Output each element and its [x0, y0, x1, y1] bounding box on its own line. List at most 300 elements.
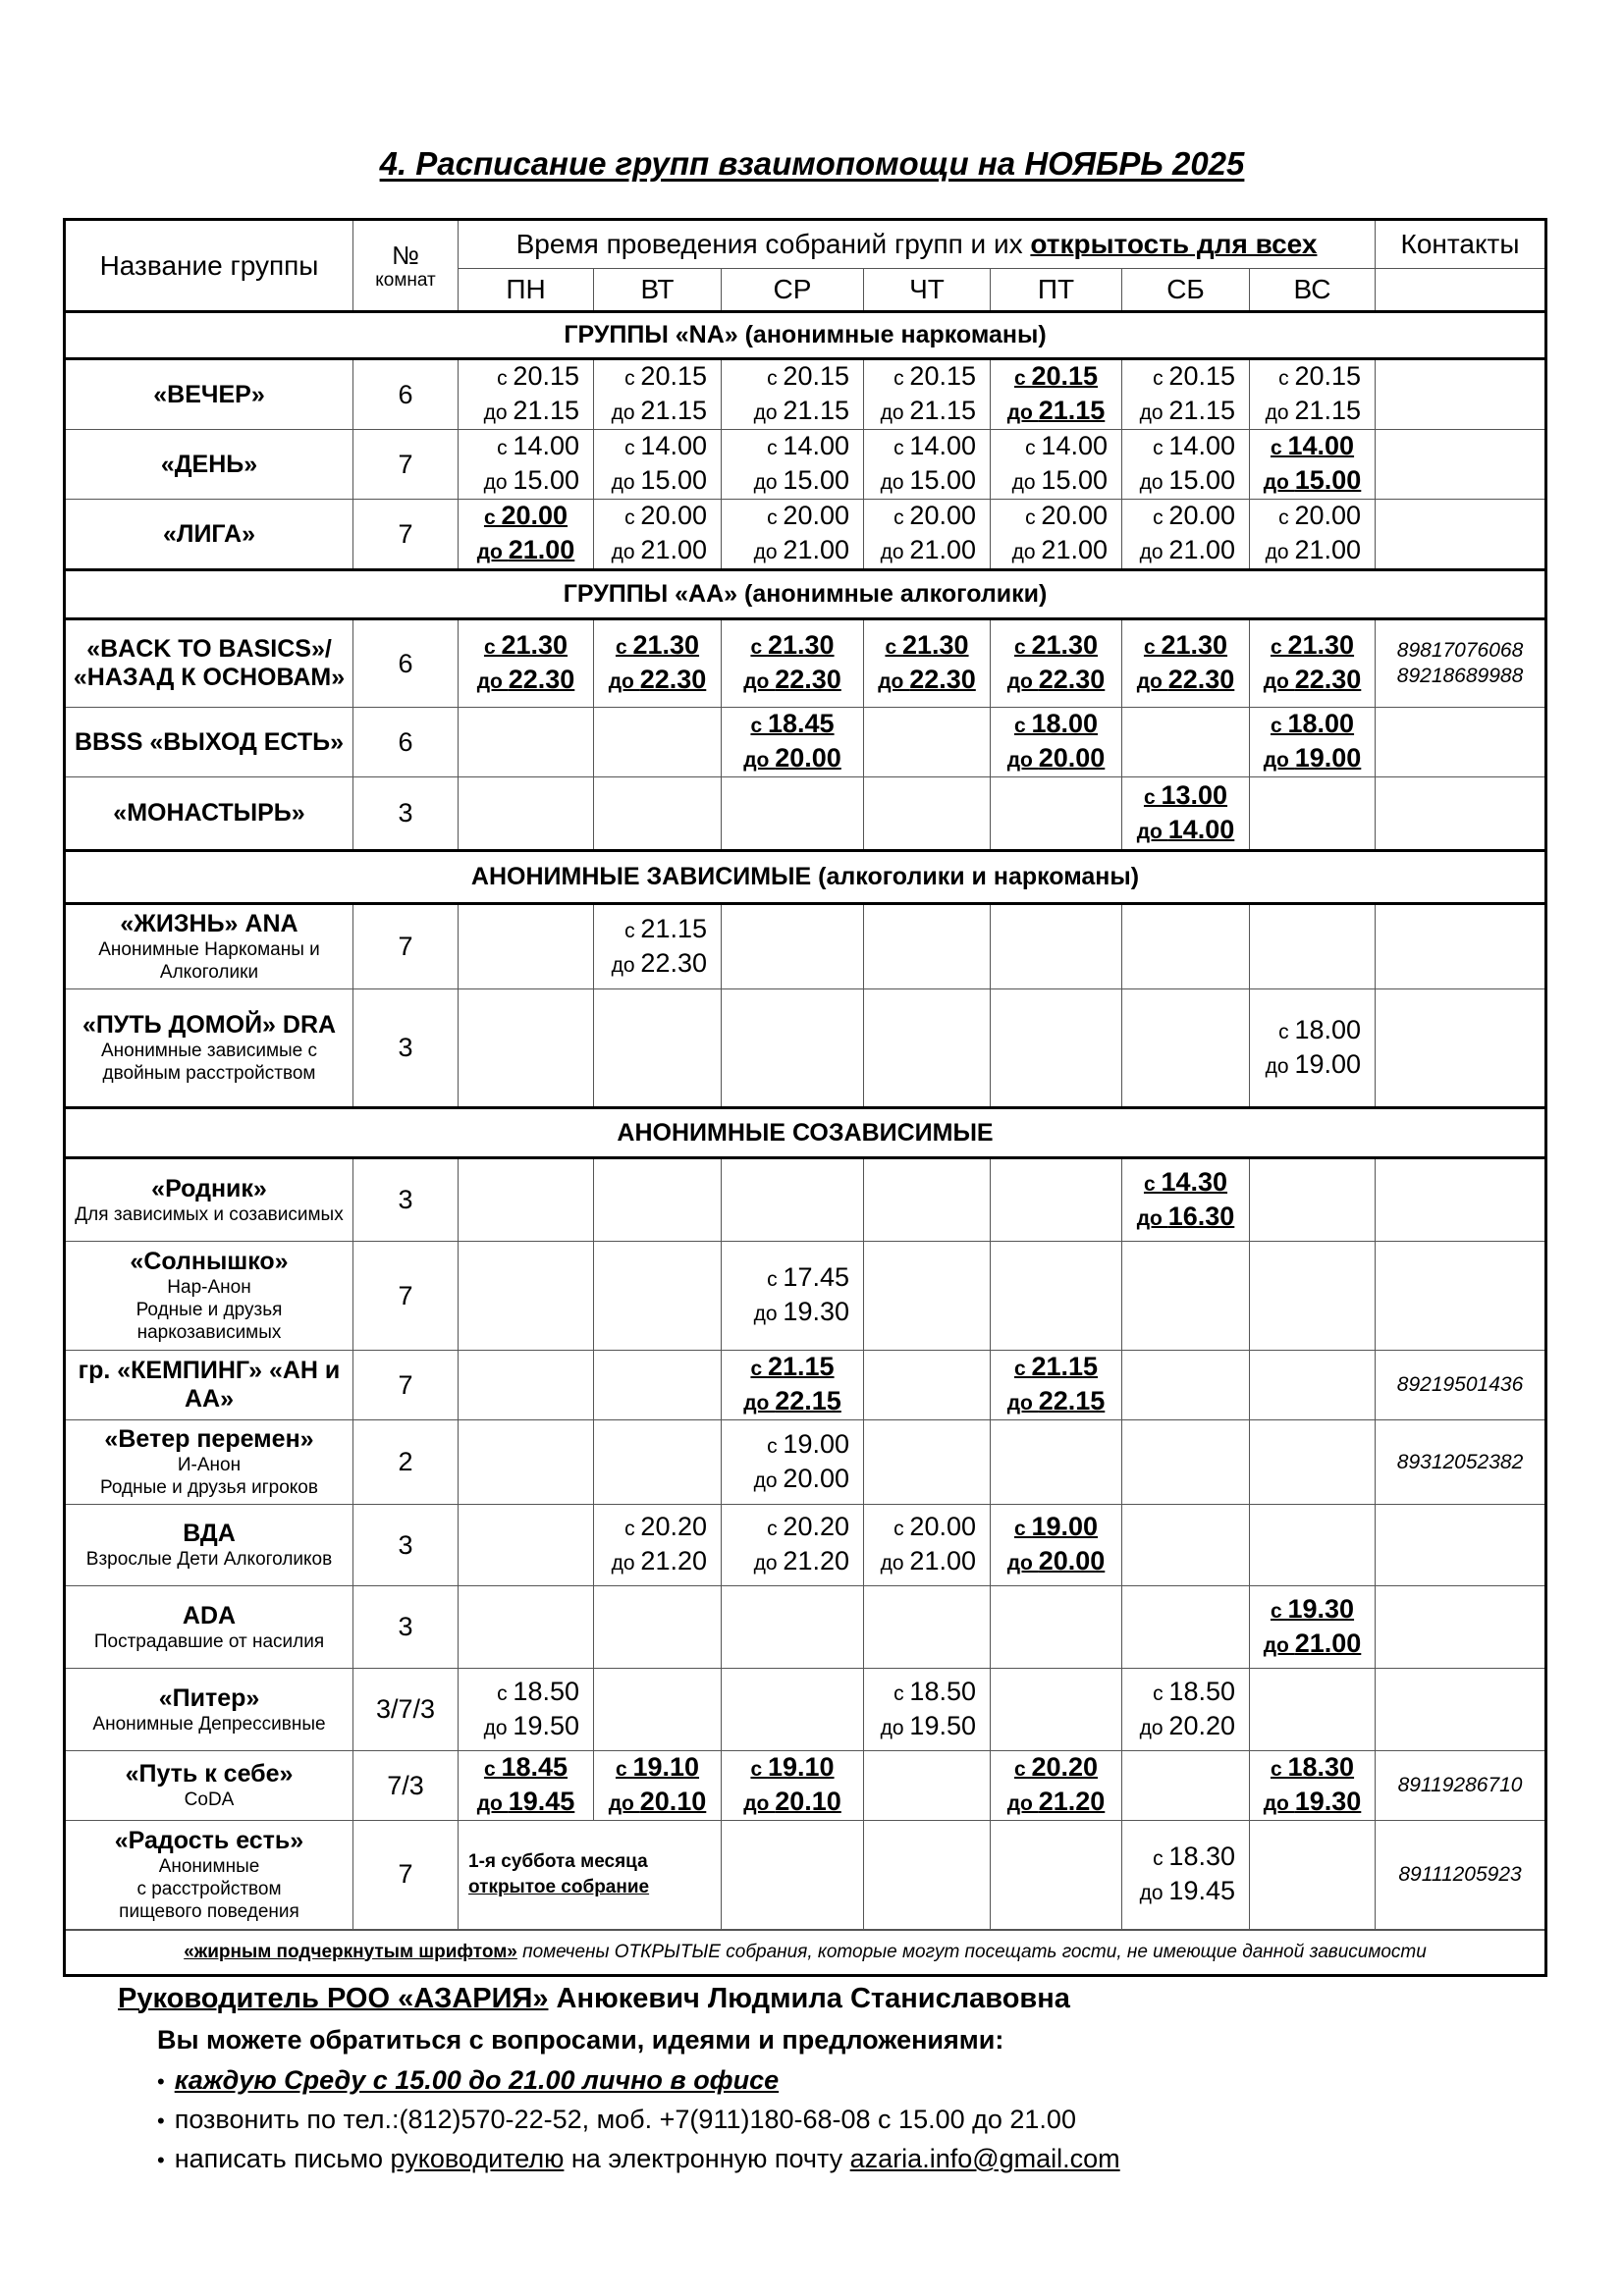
group-description: Анонимные Наркоманы и Алкоголики — [98, 939, 320, 983]
time-prefix: до — [743, 1392, 776, 1415]
time-prefix: с — [1270, 1758, 1288, 1781]
time-prefix: до — [608, 670, 640, 693]
time-to — [459, 534, 593, 568]
meeting-time-cell — [722, 708, 864, 777]
time-prefix: до — [1265, 1054, 1295, 1078]
time-value: 20.00 — [775, 743, 841, 773]
time-prefix: до — [1006, 1792, 1039, 1815]
contact-cell — [1376, 1586, 1546, 1669]
group-name-cell — [65, 777, 353, 851]
group-description: Анонимные — [158, 1855, 260, 1877]
time-value: 21.15 — [1294, 396, 1362, 425]
time-value: 14.00 — [1287, 431, 1355, 460]
meeting-time-cell — [1122, 1158, 1250, 1242]
day-cell — [594, 1586, 722, 1669]
time-prefix: с — [624, 1518, 641, 1540]
day-cell — [991, 1420, 1122, 1505]
table-row — [65, 904, 1546, 989]
table-row — [65, 1158, 1546, 1242]
day-cell — [1250, 1669, 1376, 1751]
time-value: 20.15 — [783, 361, 849, 391]
time-prefix: с — [1153, 367, 1169, 390]
day-cell — [1122, 1242, 1250, 1351]
time-prefix: с — [767, 507, 784, 529]
room-number: 7 — [353, 1351, 459, 1420]
time-value: 21.15 — [513, 396, 579, 425]
group-name: «Солнышко» — [130, 1248, 289, 1275]
time-value: 18.50 — [909, 1676, 976, 1706]
time-prefix: до — [743, 1792, 776, 1815]
time-value: 19.10 — [767, 1752, 835, 1782]
time-value: 22.15 — [775, 1386, 841, 1415]
time-value: 19.50 — [513, 1710, 579, 1740]
day-cell — [594, 1669, 722, 1751]
time-prefix: до — [753, 1468, 784, 1492]
time-from — [722, 1428, 863, 1463]
header-room-label: комнат — [375, 269, 436, 291]
time-to — [722, 534, 863, 568]
time-from — [722, 1751, 863, 1786]
contact-cell — [1376, 777, 1546, 851]
time-to — [594, 947, 721, 982]
meeting-time-cell — [991, 1751, 1122, 1821]
time-value: 21.20 — [783, 1546, 849, 1575]
footer-head — [118, 1983, 1120, 2015]
time-prefix: с — [750, 715, 768, 737]
day-cell — [594, 708, 722, 777]
meeting-time-cell — [1250, 708, 1376, 777]
table-row — [65, 1751, 1546, 1821]
day-cell — [722, 1821, 864, 1930]
time-value: 21.00 — [909, 1546, 976, 1575]
group-name: «МОНАСТЫРЬ» — [113, 799, 305, 827]
time-from — [722, 430, 863, 464]
time-to — [722, 464, 863, 499]
time-prefix: с — [1153, 1682, 1169, 1705]
time-prefix: с — [483, 636, 502, 659]
meeting-time-cell — [594, 619, 722, 708]
day-cell — [991, 1669, 1122, 1751]
time-to — [991, 1786, 1121, 1820]
contact-cell — [1376, 500, 1546, 570]
time-value: 22.30 — [1038, 665, 1106, 694]
time-prefix: до — [483, 1716, 514, 1739]
time-from — [1122, 1166, 1249, 1201]
time-from — [722, 708, 863, 742]
meeting-time-cell — [459, 500, 594, 570]
time-from — [864, 1511, 990, 1545]
time-from — [1122, 360, 1249, 395]
meeting-time-cell — [1250, 500, 1376, 570]
time-prefix: до — [1006, 1552, 1039, 1575]
time-prefix: с — [750, 1358, 768, 1380]
meeting-time-cell — [594, 904, 722, 989]
time-from — [722, 1511, 863, 1545]
time-from — [864, 500, 990, 534]
time-to — [1250, 664, 1375, 698]
day-cell — [594, 1420, 722, 1505]
time-prefix: с — [885, 636, 902, 659]
time-value: 19.30 — [1287, 1593, 1355, 1624]
time-prefix: с — [1270, 636, 1288, 659]
table-row — [65, 989, 1546, 1108]
footer — [118, 1983, 1120, 2179]
footer-head-person: Анюкевич Людмила Станиславовна — [548, 1983, 1070, 2014]
contact-phone[interactable]: 89817076068 89218689988 — [1396, 639, 1524, 687]
time-prefix: с — [1013, 636, 1032, 659]
table-row — [65, 708, 1546, 777]
time-to — [1250, 742, 1375, 776]
time-value: 21.30 — [1161, 630, 1228, 660]
meeting-time-cell — [594, 430, 722, 500]
meeting-time-cell — [594, 1505, 722, 1586]
time-to — [1250, 464, 1375, 499]
time-value: 14.00 — [783, 431, 849, 460]
time-value: 22.30 — [1294, 665, 1362, 694]
meeting-time-cell — [864, 359, 991, 430]
room-number: 3 — [353, 1505, 459, 1586]
time-value: 21.00 — [1168, 535, 1235, 564]
time-from — [459, 360, 593, 395]
time-value: 15.00 — [909, 465, 976, 495]
time-prefix: до — [476, 541, 509, 563]
meeting-time-cell — [594, 359, 722, 430]
day-cell — [594, 989, 722, 1108]
time-prefix: с — [497, 367, 514, 390]
time-to — [991, 395, 1121, 429]
time-prefix: с — [483, 1758, 502, 1781]
time-to — [594, 464, 721, 499]
time-to — [864, 1545, 990, 1579]
header-group-name: Название группы — [65, 220, 353, 312]
time-value: 15.00 — [513, 465, 579, 495]
time-prefix: с — [893, 507, 910, 529]
time-to — [722, 664, 863, 698]
time-prefix: с — [1025, 437, 1042, 459]
table-row — [65, 1420, 1546, 1505]
room-number: 7 — [353, 430, 459, 500]
time-to — [1122, 534, 1249, 568]
time-value: 20.00 — [640, 501, 707, 530]
time-prefix: до — [611, 401, 641, 424]
time-to — [722, 742, 863, 776]
table-row — [65, 619, 1546, 708]
contact-phone[interactable]: 89119286710 — [1397, 1774, 1523, 1796]
time-prefix: до — [1011, 471, 1042, 494]
time-value: 20.00 — [1294, 501, 1362, 530]
day-cell — [459, 1586, 594, 1669]
time-prefix: до — [1139, 1881, 1169, 1904]
time-from — [722, 360, 863, 395]
group-name: «ПУТЬ ДОМОЙ» DRA — [81, 1011, 337, 1039]
time-prefix: с — [624, 919, 641, 942]
time-value: 18.30 — [1287, 1752, 1355, 1782]
time-from — [594, 629, 721, 664]
day-cell — [459, 1420, 594, 1505]
room-number: 6 — [353, 619, 459, 708]
time-value: 20.00 — [909, 501, 976, 530]
time-value: 19.50 — [909, 1710, 976, 1740]
time-to — [1122, 814, 1249, 848]
time-prefix: с — [1143, 785, 1162, 809]
time-from — [722, 1261, 863, 1296]
time-to — [1250, 1786, 1375, 1820]
time-value: 21.15 — [909, 396, 976, 425]
section-title: АНОНИМНЫЕ СОЗАВИСИМЫЕ — [65, 1108, 1546, 1158]
time-prefix: с — [893, 367, 910, 390]
time-value: 20.15 — [1031, 361, 1099, 391]
meeting-time-cell — [459, 619, 594, 708]
day-cell — [1122, 1751, 1250, 1821]
time-value: 21.30 — [767, 630, 835, 660]
contact-cell — [1376, 708, 1546, 777]
time-from — [1122, 1841, 1249, 1875]
header-day: ПТ — [991, 269, 1122, 312]
time-prefix: до — [483, 401, 514, 424]
time-prefix: до — [743, 670, 776, 693]
day-cell — [864, 1586, 991, 1669]
time-to — [1122, 1201, 1249, 1235]
time-value: 21.30 — [901, 630, 969, 660]
meeting-time-cell — [1250, 430, 1376, 500]
room-number: 3/7/3 — [353, 1669, 459, 1751]
time-from — [459, 500, 593, 534]
time-to — [594, 395, 721, 429]
group-name-cell — [65, 1821, 353, 1930]
time-value: 19.00 — [1294, 1048, 1362, 1079]
contact-phone[interactable]: 89111205923 — [1398, 1862, 1522, 1886]
time-value: 14.00 — [1167, 814, 1235, 844]
time-from — [594, 1751, 721, 1786]
contact-cell — [1376, 1821, 1546, 1930]
group-description: Родные и друзья игроков — [100, 1477, 318, 1498]
time-to — [991, 664, 1121, 698]
contact-cell — [1376, 1351, 1546, 1420]
time-to — [1122, 664, 1249, 698]
group-name: «Радость есть» — [114, 1826, 304, 1854]
time-value: 21.00 — [909, 535, 976, 564]
day-cell — [1250, 1420, 1376, 1505]
day-cell — [722, 1586, 864, 1669]
header-room — [353, 220, 459, 312]
header-room-number: № — [392, 240, 419, 270]
time-value: 20.00 — [783, 501, 849, 530]
time-to — [722, 1463, 863, 1497]
contact-phone[interactable]: 89219501436 — [1396, 1373, 1524, 1396]
time-from — [991, 708, 1121, 742]
time-value: 18.45 — [767, 709, 835, 738]
time-value: 21.30 — [632, 630, 700, 660]
day-cell — [459, 1158, 594, 1242]
group-description: Для зависимых и созависимых — [75, 1203, 344, 1225]
time-from — [1250, 1593, 1375, 1628]
time-prefix: до — [1263, 1633, 1295, 1657]
time-prefix: с — [893, 437, 910, 459]
time-to — [459, 464, 593, 499]
time-value: 18.00 — [1294, 1014, 1362, 1044]
time-value: 20.00 — [1168, 501, 1235, 530]
section-title: ГРУППЫ «АА» (анонимные алкоголики) — [65, 570, 1546, 619]
time-prefix: с — [497, 437, 514, 459]
meeting-time-cell — [594, 500, 722, 570]
day-cell — [722, 989, 864, 1108]
time-prefix: с — [1013, 367, 1032, 390]
time-to — [1250, 1628, 1375, 1662]
header-day: СР — [722, 269, 864, 312]
contact-phone[interactable]: 89312052382 — [1396, 1450, 1524, 1473]
time-prefix: с — [893, 1682, 910, 1705]
manager-link[interactable]: руководителю — [390, 2144, 565, 2173]
time-from — [594, 360, 721, 395]
contact-cell — [1376, 1505, 1546, 1586]
day-cell — [864, 989, 991, 1108]
time-from — [594, 1511, 721, 1545]
time-prefix: до — [1265, 401, 1295, 424]
footer-item-phone: • позвонить по тел.:(812)570-22-52, моб. +7(911)180-68-08 с 15.00 до 21.00 — [157, 2101, 1120, 2140]
group-name-cell — [65, 619, 353, 708]
legend-note-text: помечены ОТКРЫТЫЕ собрания, которые могут посещать гости, не имеющие данной зависимости — [516, 1941, 1427, 1962]
meeting-time-cell — [864, 619, 991, 708]
legend-note-bold: «жирным подчеркнутым шрифтом» — [184, 1941, 517, 1962]
time-prefix: с — [750, 636, 768, 659]
group-description: Анонимные Депрессивные — [92, 1713, 326, 1735]
schedule-table — [63, 218, 1547, 1977]
table-row — [65, 1821, 1546, 1930]
time-value: 21.15 — [1168, 396, 1235, 425]
day-cell — [1250, 904, 1376, 989]
contact-cell — [1376, 1158, 1546, 1242]
room-number: 3 — [353, 989, 459, 1108]
time-value: 18.50 — [513, 1676, 579, 1706]
time-value: 21.30 — [1287, 630, 1355, 660]
header-day: ВТ — [594, 269, 722, 312]
time-prefix: до — [1139, 541, 1169, 563]
email-link[interactable]: azaria.info@gmail.com — [849, 2144, 1120, 2173]
time-prefix: с — [750, 1758, 768, 1781]
group-description: Взрослые Дети Алкоголиков — [85, 1549, 333, 1570]
time-from — [722, 500, 863, 534]
time-value: 19.30 — [1294, 1787, 1362, 1816]
time-value: 20.15 — [909, 361, 976, 391]
meeting-time-cell — [459, 1669, 594, 1751]
time-value: 14.00 — [1168, 431, 1235, 460]
time-from — [1250, 430, 1375, 464]
group-name: «Питер» — [158, 1683, 260, 1712]
time-value: 21.15 — [1038, 396, 1106, 425]
time-prefix: с — [1143, 636, 1162, 659]
group-name: «Ветер перемен» — [104, 1425, 314, 1453]
day-cell — [459, 1242, 594, 1351]
time-prefix: до — [880, 1716, 910, 1739]
meeting-time-cell — [991, 708, 1122, 777]
time-to — [459, 664, 593, 698]
section-header-row — [65, 1108, 1546, 1158]
time-value: 19.00 — [1294, 743, 1362, 773]
day-cell — [459, 708, 594, 777]
time-prefix: до — [1136, 820, 1168, 843]
contact-cell — [1376, 1420, 1546, 1505]
day-cell — [864, 1751, 991, 1821]
group-name: гр. «КЕМПИНГ» «АН и АА» — [78, 1357, 341, 1413]
time-prefix: с — [615, 636, 633, 659]
time-from — [722, 629, 863, 664]
time-prefix: с — [615, 1758, 633, 1781]
time-from — [864, 629, 990, 664]
time-to — [1250, 1048, 1375, 1083]
table-row — [65, 359, 1546, 430]
meeting-time-cell — [722, 1420, 864, 1505]
room-number: 7/3 — [353, 1751, 459, 1821]
meeting-time-cell — [722, 1505, 864, 1586]
time-prefix: с — [1013, 715, 1032, 737]
time-from — [1250, 500, 1375, 534]
room-number: 3 — [353, 1586, 459, 1669]
time-prefix: с — [1270, 1599, 1288, 1623]
time-from — [991, 360, 1121, 395]
time-to — [722, 1296, 863, 1330]
time-prefix: до — [880, 1552, 910, 1575]
time-prefix: до — [1006, 749, 1039, 772]
time-from — [722, 1351, 863, 1385]
day-cell — [864, 1158, 991, 1242]
time-prefix: до — [753, 541, 784, 563]
header-time-prefix: Время проведения собраний групп и их — [515, 229, 1031, 259]
room-number: 3 — [353, 777, 459, 851]
footer-item-email: • написать письмо руководителю на электронную почту azaria.info@gmail.com — [157, 2140, 1120, 2179]
time-from — [991, 500, 1121, 534]
time-prefix: с — [624, 437, 641, 459]
section-title: ГРУППЫ «NA» (анонимные наркоманы) — [65, 312, 1546, 359]
table-row — [65, 1242, 1546, 1351]
time-value: 14.00 — [1041, 431, 1108, 460]
time-prefix: до — [476, 670, 509, 693]
time-from — [864, 430, 990, 464]
time-value: 14.00 — [640, 431, 707, 460]
time-value: 20.00 — [501, 501, 568, 530]
day-cell — [459, 1351, 594, 1420]
day-cell — [1250, 1158, 1376, 1242]
time-value: 21.15 — [640, 396, 707, 425]
meeting-time-cell — [1122, 1821, 1250, 1930]
special-note-line: 1-я суббота месяца — [468, 1850, 648, 1872]
day-cell — [1122, 989, 1250, 1108]
time-prefix: до — [611, 471, 641, 494]
meeting-time-cell — [864, 430, 991, 500]
time-value: 22.30 — [508, 665, 575, 694]
time-prefix: с — [1270, 437, 1288, 459]
meeting-time-cell — [991, 359, 1122, 430]
meeting-time-cell — [991, 619, 1122, 708]
time-from — [864, 1676, 990, 1710]
time-value: 19.10 — [632, 1752, 700, 1782]
day-cell — [864, 1420, 991, 1505]
time-value: 22.30 — [909, 665, 976, 694]
group-name: ADA — [182, 1601, 237, 1629]
time-from — [459, 1676, 593, 1710]
time-to — [459, 1786, 593, 1820]
time-from — [991, 1751, 1121, 1786]
time-prefix: до — [476, 1792, 509, 1815]
time-from — [864, 360, 990, 395]
time-prefix: до — [753, 1552, 784, 1575]
time-value: 18.00 — [1031, 709, 1099, 738]
time-prefix: с — [1143, 1172, 1162, 1196]
time-prefix: с — [624, 507, 641, 529]
time-value: 21.30 — [501, 630, 568, 660]
meeting-time-cell — [722, 430, 864, 500]
meeting-time-cell — [459, 359, 594, 430]
group-name: ВДА — [183, 1520, 236, 1547]
